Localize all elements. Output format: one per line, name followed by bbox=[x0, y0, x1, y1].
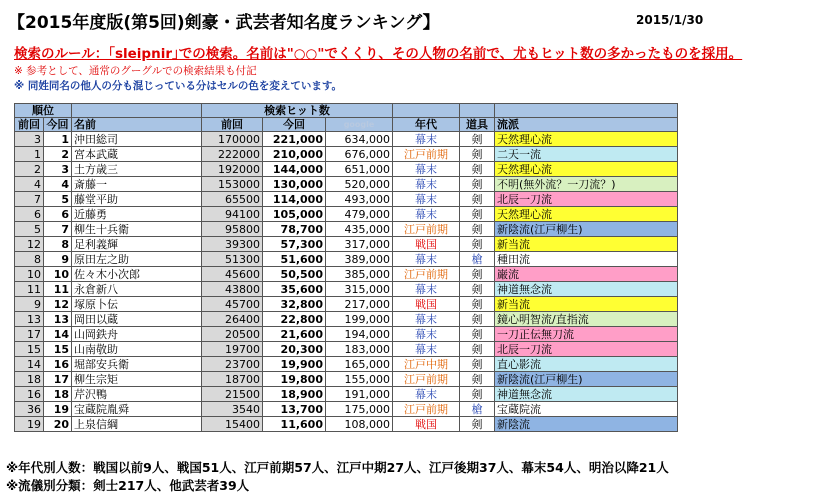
summary-school: ※流儀別分類：剣士217人、他武芸者39人 bbox=[6, 478, 250, 493]
cur-hits-cell: 18,900 bbox=[263, 387, 326, 402]
google-hits-cell: 155,000 bbox=[326, 372, 393, 387]
prev-rank-cell: 5 bbox=[15, 222, 44, 237]
name-cell: 原田左之助 bbox=[72, 252, 202, 267]
page-title: 【2015年度版(第5回)剣豪・武芸者知名度ランキング】 bbox=[8, 13, 440, 33]
school-cell: 一刀正伝無刀流 bbox=[495, 327, 678, 342]
header-cur-hits: 今回 bbox=[263, 118, 326, 132]
name-cell: 藤堂平助 bbox=[72, 192, 202, 207]
weapon-cell: 剣 bbox=[460, 357, 495, 372]
weapon-cell: 剣 bbox=[460, 207, 495, 222]
cur-hits-cell: 114,000 bbox=[263, 192, 326, 207]
prev-hits-cell: 170000 bbox=[202, 132, 263, 147]
prev-hits-cell: 45700 bbox=[202, 297, 263, 312]
cur-hits-cell: 32,800 bbox=[263, 297, 326, 312]
cur-rank-cell: 7 bbox=[44, 222, 72, 237]
era-cell: 江戸前期 bbox=[393, 147, 460, 162]
prev-rank-cell: 18 bbox=[15, 372, 44, 387]
cur-rank-cell: 1 bbox=[44, 132, 72, 147]
weapon-cell: 剣 bbox=[460, 132, 495, 147]
date-label: 2015/1/30 bbox=[636, 13, 704, 27]
weapon-cell: 剣 bbox=[460, 267, 495, 282]
school-cell: 宝蔵院流 bbox=[495, 402, 678, 417]
weapon-cell: 剣 bbox=[460, 327, 495, 342]
weapon-cell: 剣 bbox=[460, 162, 495, 177]
era-cell: 幕末 bbox=[393, 312, 460, 327]
name-cell: 山岡鉄舟 bbox=[72, 327, 202, 342]
google-hits-cell: 217,000 bbox=[326, 297, 393, 312]
table-row bbox=[15, 237, 678, 252]
weapon-cell: 剣 bbox=[460, 387, 495, 402]
header-group-rank: 順位 bbox=[15, 104, 72, 118]
cur-hits-cell: 50,500 bbox=[263, 267, 326, 282]
table-row bbox=[15, 357, 678, 372]
cur-rank-cell: 6 bbox=[44, 207, 72, 222]
cur-hits-cell: 21,600 bbox=[263, 327, 326, 342]
cur-hits-cell: 11,600 bbox=[263, 417, 326, 432]
table-row bbox=[15, 147, 678, 162]
prev-rank-cell: 10 bbox=[15, 267, 44, 282]
google-hits-cell: 317,000 bbox=[326, 237, 393, 252]
ranking-table-body bbox=[15, 132, 678, 432]
cur-rank-cell: 11 bbox=[44, 282, 72, 297]
cur-rank-cell: 14 bbox=[44, 327, 72, 342]
school-cell: 直心影流 bbox=[495, 357, 678, 372]
google-hits-cell: 385,000 bbox=[326, 267, 393, 282]
name-cell: 塚原卜伝 bbox=[72, 297, 202, 312]
table-row bbox=[15, 387, 678, 402]
name-cell: 柳生十兵衛 bbox=[72, 222, 202, 237]
weapon-cell: 剣 bbox=[460, 222, 495, 237]
era-cell: 戦国 bbox=[393, 297, 460, 312]
table-row bbox=[15, 282, 678, 297]
header-name: 名前 bbox=[72, 118, 202, 132]
prev-rank-cell: 13 bbox=[15, 312, 44, 327]
prev-hits-cell: 153000 bbox=[202, 177, 263, 192]
prev-rank-cell: 36 bbox=[15, 402, 44, 417]
era-cell: 幕末 bbox=[393, 282, 460, 297]
prev-rank-cell: 14 bbox=[15, 357, 44, 372]
header-group-hits: 検索ヒット数 bbox=[202, 104, 393, 118]
cur-hits-cell: 105,000 bbox=[263, 207, 326, 222]
prev-hits-cell: 3540 bbox=[202, 402, 263, 417]
prev-rank-cell: 12 bbox=[15, 237, 44, 252]
cur-rank-cell: 5 bbox=[44, 192, 72, 207]
google-hits-cell: 651,000 bbox=[326, 162, 393, 177]
cur-hits-cell: 221,000 bbox=[263, 132, 326, 147]
weapon-cell: 剣 bbox=[460, 297, 495, 312]
school-cell: 天然理心流 bbox=[495, 132, 678, 147]
header-era: 年代 bbox=[393, 118, 460, 132]
era-cell: 幕末 bbox=[393, 327, 460, 342]
cur-hits-cell: 51,600 bbox=[263, 252, 326, 267]
table-row bbox=[15, 267, 678, 282]
cur-hits-cell: 22,800 bbox=[263, 312, 326, 327]
google-hits-cell: 183,000 bbox=[326, 342, 393, 357]
name-cell: 山南敬助 bbox=[72, 342, 202, 357]
table-row bbox=[15, 252, 678, 267]
cur-rank-cell: 19 bbox=[44, 402, 72, 417]
prev-rank-cell: 6 bbox=[15, 207, 44, 222]
era-cell: 江戸前期 bbox=[393, 222, 460, 237]
prev-hits-cell: 18700 bbox=[202, 372, 263, 387]
weapon-cell: 槍 bbox=[460, 402, 495, 417]
cur-hits-cell: 19,800 bbox=[263, 372, 326, 387]
name-cell: 岡田以蔵 bbox=[72, 312, 202, 327]
era-cell: 幕末 bbox=[393, 387, 460, 402]
school-cell: 種田流 bbox=[495, 252, 678, 267]
prev-rank-cell: 11 bbox=[15, 282, 44, 297]
era-cell: 幕末 bbox=[393, 132, 460, 147]
school-cell: 神道無念流 bbox=[495, 387, 678, 402]
prev-hits-cell: 26400 bbox=[202, 312, 263, 327]
era-cell: 戦国 bbox=[393, 417, 460, 432]
prev-rank-cell: 9 bbox=[15, 297, 44, 312]
prev-rank-cell: 2 bbox=[15, 162, 44, 177]
google-hits-cell: 191,000 bbox=[326, 387, 393, 402]
weapon-cell: 剣 bbox=[460, 177, 495, 192]
google-hits-cell: 634,000 bbox=[326, 132, 393, 147]
cur-rank-cell: 15 bbox=[44, 342, 72, 357]
table-row bbox=[15, 222, 678, 237]
school-cell: 天然理心流 bbox=[495, 162, 678, 177]
prev-rank-cell: 17 bbox=[15, 327, 44, 342]
era-cell: 幕末 bbox=[393, 192, 460, 207]
school-cell: 新陰流(江戸柳生) bbox=[495, 222, 678, 237]
prev-hits-cell: 94100 bbox=[202, 207, 263, 222]
google-hits-cell: 479,000 bbox=[326, 207, 393, 222]
prev-rank-cell: 19 bbox=[15, 417, 44, 432]
cur-hits-cell: 19,900 bbox=[263, 357, 326, 372]
school-cell: 神道無念流 bbox=[495, 282, 678, 297]
cur-hits-cell: 35,600 bbox=[263, 282, 326, 297]
cur-hits-cell: 13,700 bbox=[263, 402, 326, 417]
prev-hits-cell: 95800 bbox=[202, 222, 263, 237]
school-cell: 新陰流(江戸柳生) bbox=[495, 372, 678, 387]
prev-rank-cell: 15 bbox=[15, 342, 44, 357]
table-row bbox=[15, 177, 678, 192]
school-cell: 新当流 bbox=[495, 237, 678, 252]
weapon-cell: 剣 bbox=[460, 417, 495, 432]
name-cell: 宝蔵院胤舜 bbox=[72, 402, 202, 417]
era-cell: 幕末 bbox=[393, 342, 460, 357]
header-prev-rank: 前回 bbox=[15, 118, 44, 132]
era-cell: 戦国 bbox=[393, 237, 460, 252]
era-cell: 江戸前期 bbox=[393, 267, 460, 282]
google-hits-cell: 520,000 bbox=[326, 177, 393, 192]
prev-hits-cell: 19700 bbox=[202, 342, 263, 357]
cur-hits-cell: 20,300 bbox=[263, 342, 326, 357]
cur-rank-cell: 12 bbox=[44, 297, 72, 312]
prev-hits-cell: 43800 bbox=[202, 282, 263, 297]
name-cell: 永倉新八 bbox=[72, 282, 202, 297]
era-cell: 江戸前期 bbox=[393, 402, 460, 417]
prev-hits-cell: 15400 bbox=[202, 417, 263, 432]
prev-hits-cell: 51300 bbox=[202, 252, 263, 267]
prev-hits-cell: 222000 bbox=[202, 147, 263, 162]
table-row bbox=[15, 402, 678, 417]
weapon-cell: 剣 bbox=[460, 282, 495, 297]
cur-hits-cell: 210,000 bbox=[263, 147, 326, 162]
header-cur-rank: 今回 bbox=[44, 118, 72, 132]
prev-rank-cell: 3 bbox=[15, 132, 44, 147]
header-prev-hits: 前回 bbox=[202, 118, 263, 132]
header-blank bbox=[460, 104, 495, 118]
google-hits-cell: 175,000 bbox=[326, 402, 393, 417]
table-row bbox=[15, 207, 678, 222]
table-row bbox=[15, 192, 678, 207]
cur-rank-cell: 17 bbox=[44, 372, 72, 387]
name-cell: 足利義輝 bbox=[72, 237, 202, 252]
table-row bbox=[15, 342, 678, 357]
prev-rank-cell: 8 bbox=[15, 252, 44, 267]
google-hits-cell: 435,000 bbox=[326, 222, 393, 237]
google-hits-cell: 315,000 bbox=[326, 282, 393, 297]
cur-rank-cell: 2 bbox=[44, 147, 72, 162]
weapon-cell: 槍 bbox=[460, 252, 495, 267]
cur-hits-cell: 78,700 bbox=[263, 222, 326, 237]
header-blank bbox=[495, 104, 678, 118]
prev-hits-cell: 39300 bbox=[202, 237, 263, 252]
school-cell: 二天一流 bbox=[495, 147, 678, 162]
prev-hits-cell: 192000 bbox=[202, 162, 263, 177]
ranking-table bbox=[14, 103, 678, 432]
cur-rank-cell: 20 bbox=[44, 417, 72, 432]
school-cell: 天然理心流 bbox=[495, 207, 678, 222]
google-hits-cell: 194,000 bbox=[326, 327, 393, 342]
header-google: google bbox=[326, 118, 393, 132]
header-school: 流派 bbox=[495, 118, 678, 132]
prev-hits-cell: 65500 bbox=[202, 192, 263, 207]
prev-rank-cell: 16 bbox=[15, 387, 44, 402]
cur-rank-cell: 4 bbox=[44, 177, 72, 192]
note-homonym: ※ 同姓同名の他人の分も混じっている分はセルの色を変えています。 bbox=[14, 80, 343, 92]
summary-era: ※年代別人数：戦国以前9人、戦国51人、江戸前期57人、江戸中期27人、江戸後期37人、幕末54人、明治以降21人 bbox=[6, 460, 669, 475]
era-cell: 江戸中期 bbox=[393, 357, 460, 372]
name-cell: 斎藤一 bbox=[72, 177, 202, 192]
table-row bbox=[15, 162, 678, 177]
google-hits-cell: 493,000 bbox=[326, 192, 393, 207]
prev-rank-cell: 1 bbox=[15, 147, 44, 162]
name-cell: 上泉信綱 bbox=[72, 417, 202, 432]
prev-rank-cell: 7 bbox=[15, 192, 44, 207]
school-cell: 新陰流 bbox=[495, 417, 678, 432]
era-cell: 幕末 bbox=[393, 252, 460, 267]
cur-rank-cell: 16 bbox=[44, 357, 72, 372]
google-hits-cell: 165,000 bbox=[326, 357, 393, 372]
school-cell: 北辰一刀流 bbox=[495, 192, 678, 207]
cur-rank-cell: 10 bbox=[44, 267, 72, 282]
weapon-cell: 剣 bbox=[460, 312, 495, 327]
cur-rank-cell: 9 bbox=[44, 252, 72, 267]
table-row bbox=[15, 312, 678, 327]
table-row bbox=[15, 372, 678, 387]
google-hits-cell: 108,000 bbox=[326, 417, 393, 432]
cur-hits-cell: 144,000 bbox=[263, 162, 326, 177]
table-row bbox=[15, 297, 678, 312]
header-blank bbox=[393, 104, 460, 118]
cur-rank-cell: 18 bbox=[44, 387, 72, 402]
weapon-cell: 剣 bbox=[460, 237, 495, 252]
weapon-cell: 剣 bbox=[460, 372, 495, 387]
prev-hits-cell: 45600 bbox=[202, 267, 263, 282]
era-cell: 幕末 bbox=[393, 162, 460, 177]
cur-rank-cell: 3 bbox=[44, 162, 72, 177]
weapon-cell: 剣 bbox=[460, 147, 495, 162]
google-hits-cell: 676,000 bbox=[326, 147, 393, 162]
name-cell: 柳生宗矩 bbox=[72, 372, 202, 387]
name-cell: 宮本武蔵 bbox=[72, 147, 202, 162]
name-cell: 堀部安兵衛 bbox=[72, 357, 202, 372]
header-weapon: 道具 bbox=[460, 118, 495, 132]
table-row bbox=[15, 132, 678, 147]
era-cell: 幕末 bbox=[393, 177, 460, 192]
table-row bbox=[15, 417, 678, 432]
weapon-cell: 剣 bbox=[460, 192, 495, 207]
prev-hits-cell: 21500 bbox=[202, 387, 263, 402]
school-cell: 北辰一刀流 bbox=[495, 342, 678, 357]
prev-rank-cell: 4 bbox=[15, 177, 44, 192]
school-cell: 鏡心明智流/直指流 bbox=[495, 312, 678, 327]
cur-hits-cell: 130,000 bbox=[263, 177, 326, 192]
prev-hits-cell: 20500 bbox=[202, 327, 263, 342]
name-cell: 沖田総司 bbox=[72, 132, 202, 147]
school-cell: 不明(無外流？一刀流？) bbox=[495, 177, 678, 192]
cur-rank-cell: 13 bbox=[44, 312, 72, 327]
weapon-cell: 剣 bbox=[460, 342, 495, 357]
school-cell: 巌流 bbox=[495, 267, 678, 282]
era-cell: 江戸前期 bbox=[393, 372, 460, 387]
search-rule-text: 検索のルール：｢sleipnir｣での検索。名前は"○○"でくくり、その人物の名前で、尤もヒット数の多かったものを採用。 bbox=[14, 46, 743, 62]
name-cell: 佐々木小次郎 bbox=[72, 267, 202, 282]
header-blank bbox=[72, 104, 202, 118]
table-row bbox=[15, 327, 678, 342]
cur-rank-cell: 8 bbox=[44, 237, 72, 252]
note-reference: ※ 参考として、通常のグーグルでの検索結果も付記 bbox=[14, 65, 257, 77]
google-hits-cell: 199,000 bbox=[326, 312, 393, 327]
cur-hits-cell: 57,300 bbox=[263, 237, 326, 252]
name-cell: 土方歳三 bbox=[72, 162, 202, 177]
school-cell: 新当流 bbox=[495, 297, 678, 312]
era-cell: 幕末 bbox=[393, 207, 460, 222]
name-cell: 近藤勇 bbox=[72, 207, 202, 222]
name-cell: 芹沢鴨 bbox=[72, 387, 202, 402]
prev-hits-cell: 23700 bbox=[202, 357, 263, 372]
google-hits-cell: 389,000 bbox=[326, 252, 393, 267]
